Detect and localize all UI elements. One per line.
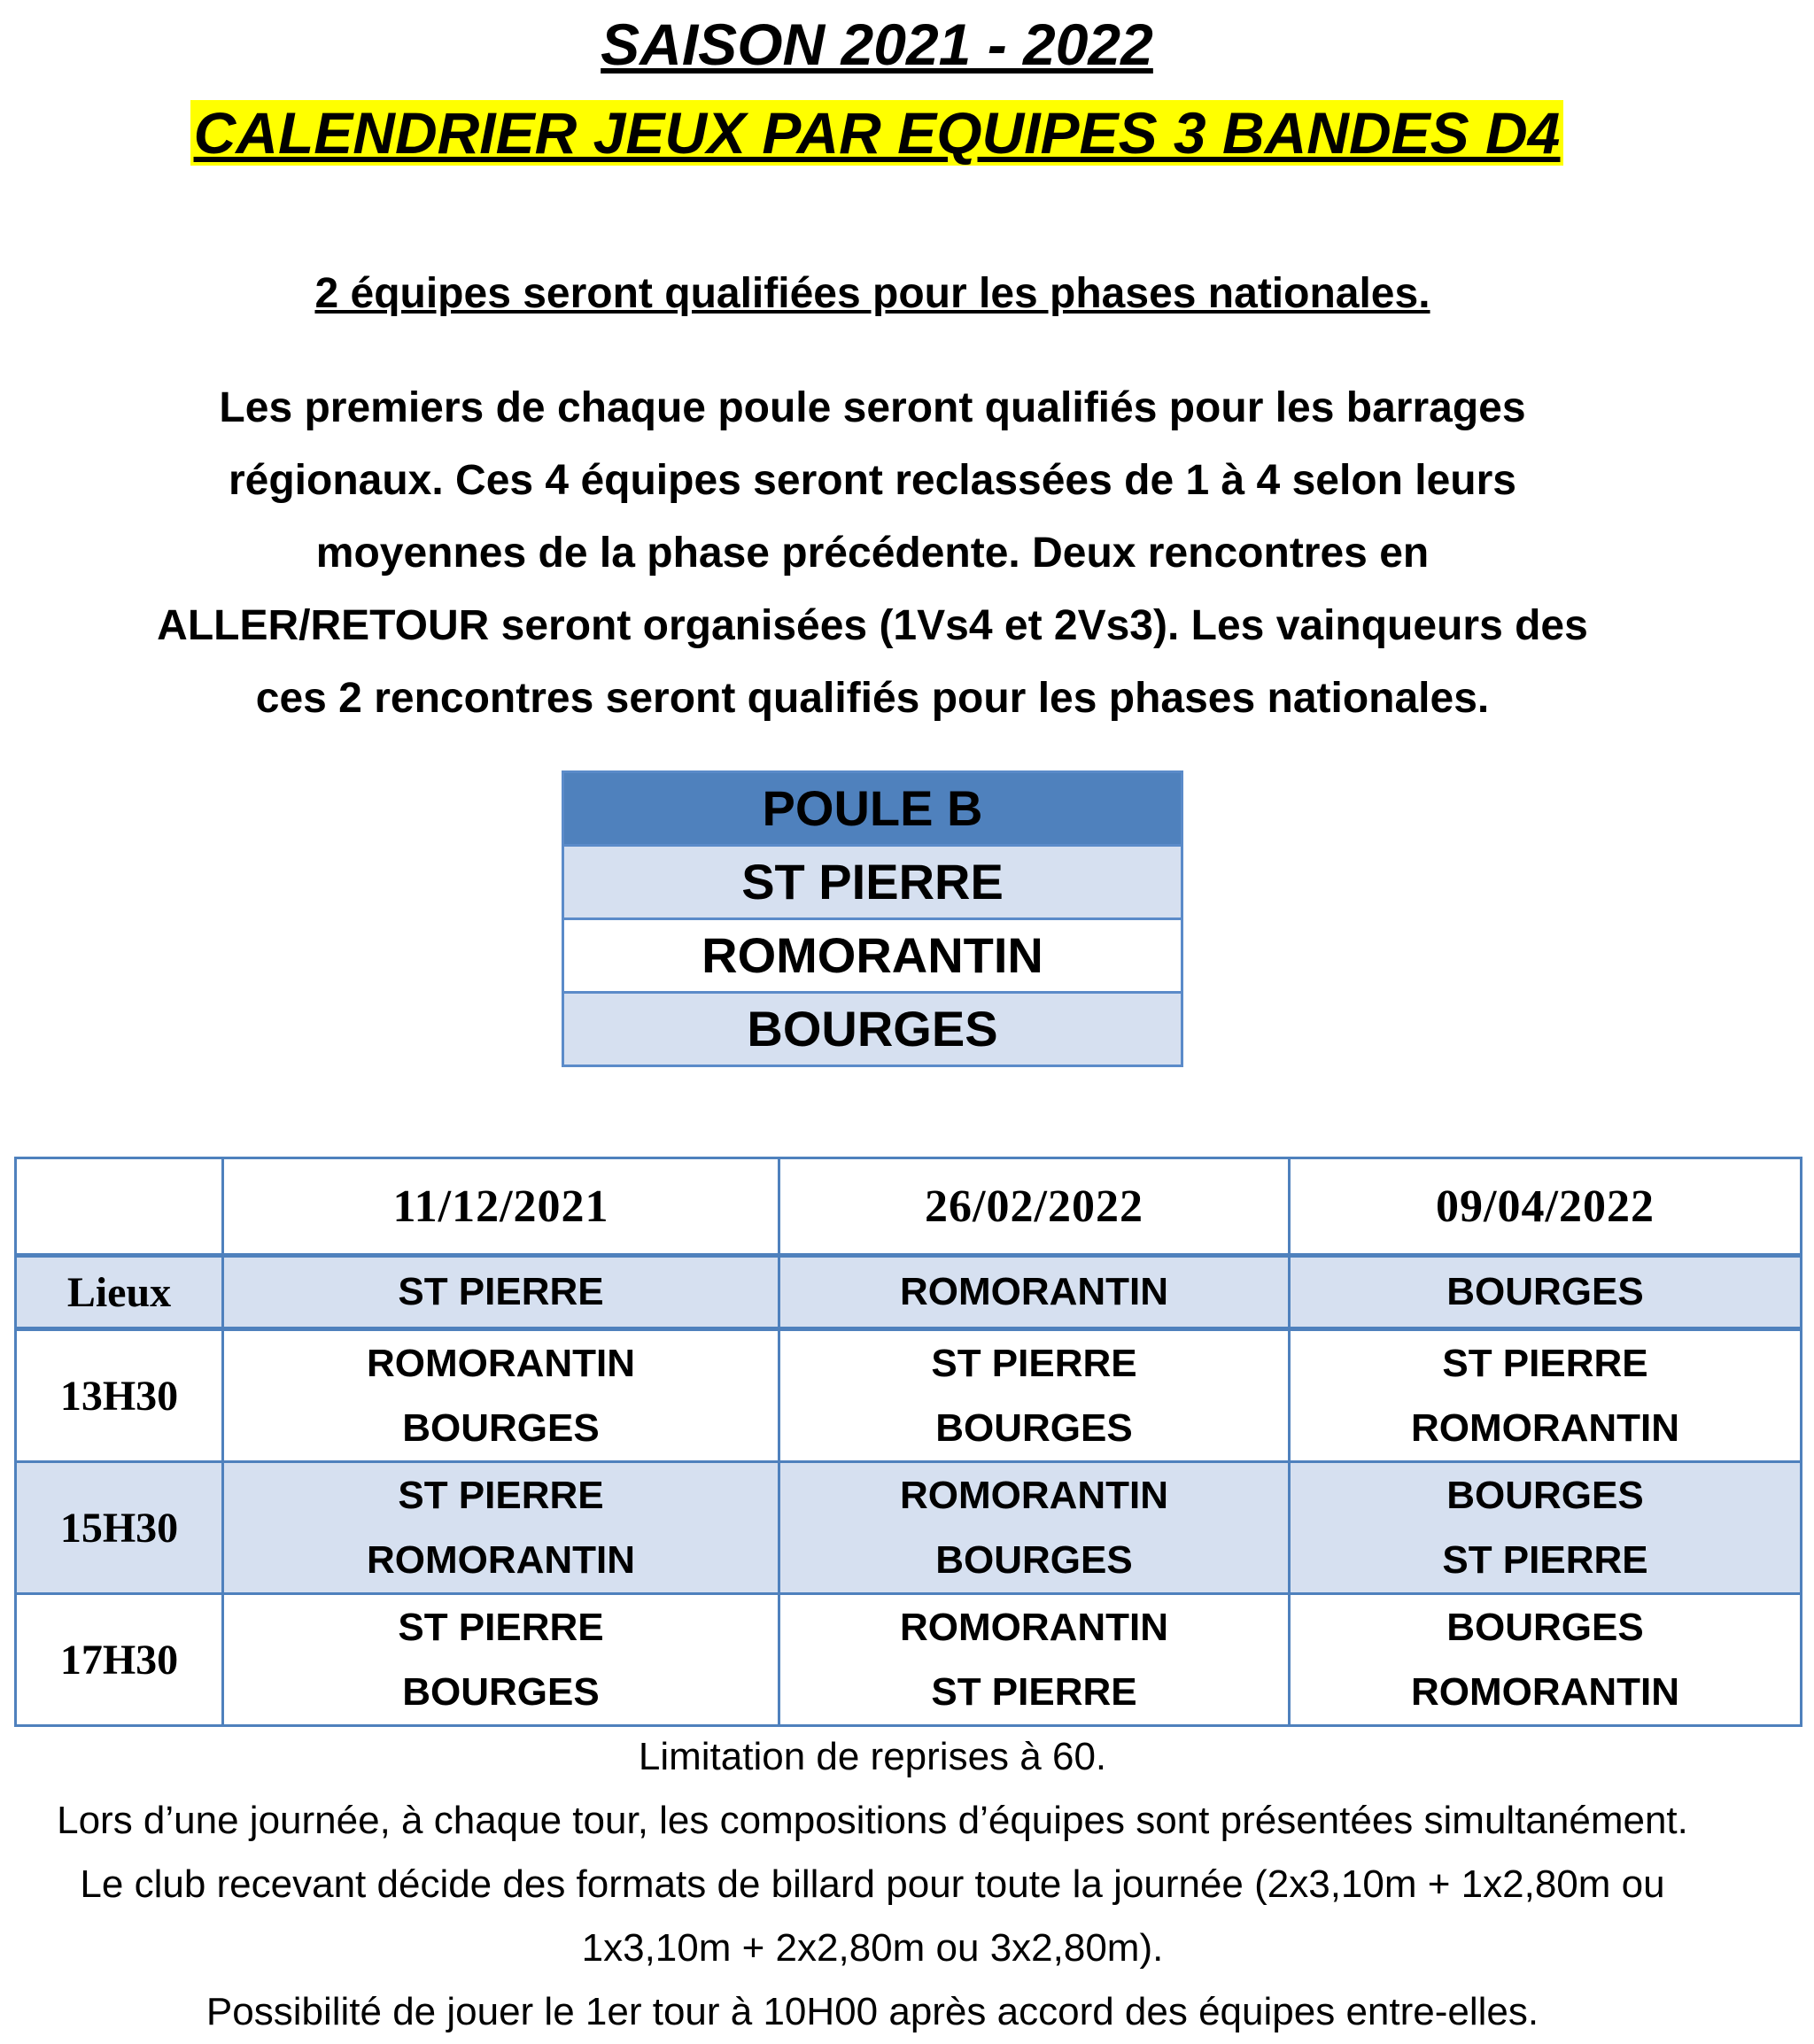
team-name: ST PIERRE (931, 1342, 1137, 1385)
team-name: BOURGES (935, 1538, 1133, 1582)
team-name: ST PIERRE (1442, 1342, 1648, 1385)
match-cell (223, 1329, 779, 1462)
poule-team: ROMORANTIN (563, 919, 1182, 993)
venue-cell: ROMORANTIN (779, 1256, 1290, 1329)
time-label: 15H30 (16, 1462, 223, 1594)
date-header: 09/04/2022 (1290, 1158, 1802, 1256)
time-slot-row (16, 1462, 1802, 1594)
team-name: ROMORANTIN (1410, 1406, 1680, 1450)
calendar-title-wrapper (0, 97, 1754, 168)
date-header: 11/12/2021 (223, 1158, 779, 1256)
team-name: ST PIERRE (398, 1606, 604, 1649)
team-name: ROMORANTIN (366, 1538, 636, 1582)
poule-team: BOURGES (563, 993, 1182, 1066)
qualification-notice: 2 équipes seront qualifiées pour les phases nationales. (314, 270, 1430, 317)
team-name: ROMORANTIN (1410, 1670, 1680, 1714)
team-name: BOURGES (935, 1406, 1133, 1450)
time-label: 13H30 (16, 1329, 223, 1462)
team-name: ROMORANTIN (899, 1606, 1169, 1649)
match-cell (779, 1594, 1290, 1726)
match-cell (1290, 1329, 1802, 1462)
schedule-table (14, 1157, 1802, 1727)
time-label: 17H30 (16, 1594, 223, 1726)
footer-notes (35, 1725, 1709, 2044)
team-name: ROMORANTIN (366, 1342, 636, 1385)
venue-label: Lieux (16, 1256, 223, 1329)
match-cell (223, 1594, 779, 1726)
team-name: BOURGES (402, 1670, 600, 1714)
match-cell (1290, 1462, 1802, 1594)
dates-row (16, 1158, 1802, 1256)
date-header: 26/02/2022 (779, 1158, 1290, 1256)
team-name: ST PIERRE (1442, 1538, 1648, 1582)
season-title: SAISON 2021 - 2022 (601, 12, 1153, 77)
footer-reprises: Limitation de reprises à 60. (638, 1735, 1107, 1778)
corner-cell (16, 1158, 223, 1256)
time-slot-row (16, 1329, 1802, 1462)
poule-header: POULE B (563, 772, 1182, 846)
match-cell (1290, 1594, 1802, 1726)
team-name: BOURGES (1446, 1474, 1644, 1517)
venues-row (16, 1256, 1802, 1329)
calendar-title: CALENDRIER JEUX PAR EQUIPES 3 BANDES D4 (190, 100, 1564, 166)
rules-paragraph: Les premiers de chaque poule seront qualifiés pour les barrages régionaux. Ces 4 équipes seront reclassées de 1 à 4 selon leurs moyennes de la phase précédente. Deux rencontres en ALLER/RETOUR seront organisées (1Vs4 et 2Vs3). Les vainqueurs des ces 2 rencontres seront qualifiés pour les phases nationales. (157, 384, 1588, 722)
venue-cell: BOURGES (1290, 1256, 1802, 1329)
team-name: ST PIERRE (931, 1670, 1137, 1714)
match-cell (779, 1329, 1290, 1462)
team-name: BOURGES (1446, 1606, 1644, 1649)
footer-compositions: Lors d’une journée, à chaque tour, les compositions d’équipes sont présentées simultanément. Le club recevant décide des formats de billard pour toute la journée (2x3,10m + 1x2,80m ou 1x3,10m + 2x2,80m ou 3x2,80m). (57, 1799, 1688, 1970)
team-name: BOURGES (402, 1406, 600, 1450)
poule-table (562, 770, 1183, 1067)
venue-cell: ST PIERRE (223, 1256, 779, 1329)
time-slot-row (16, 1594, 1802, 1726)
footer-first-round: Possibilité de jouer le 1er tour à 10H00 après accord des équipes entre-elles. (205, 1990, 1539, 2033)
team-name: ROMORANTIN (899, 1474, 1169, 1517)
poule-team: ST PIERRE (563, 846, 1182, 919)
match-cell (779, 1462, 1290, 1594)
match-cell (223, 1462, 779, 1594)
team-name: ST PIERRE (398, 1474, 604, 1517)
